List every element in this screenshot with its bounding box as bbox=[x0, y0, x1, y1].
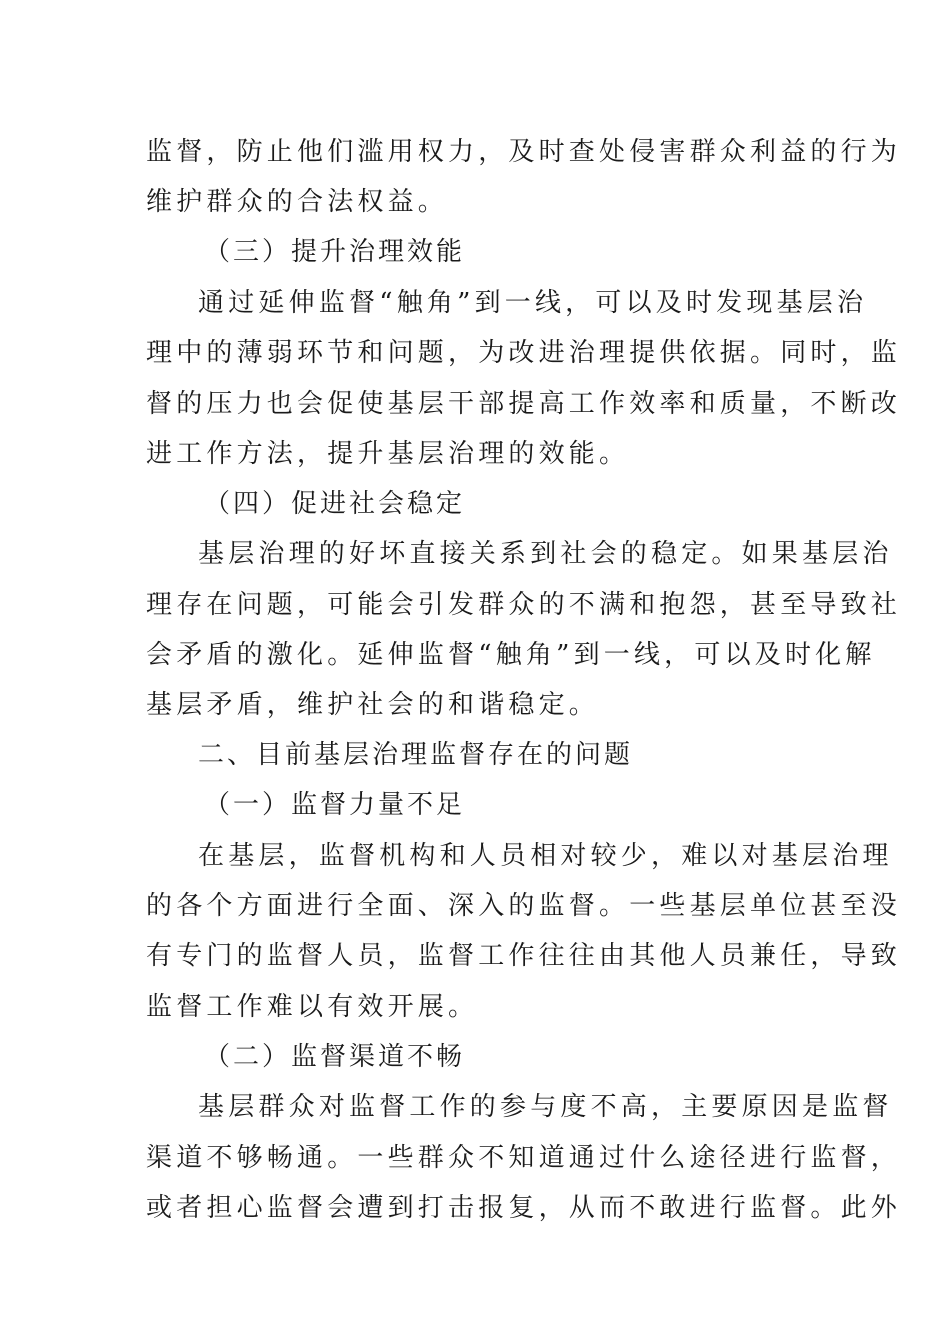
paragraph-line: 理存在问题，可能会引发群众的不满和抱怨，甚至导致社 bbox=[146, 590, 902, 620]
paragraph-line: 督的压力也会促使基层干部提高工作效率和质量，不断改 bbox=[146, 389, 902, 419]
paragraph-line: 监督，防止他们滥用权力，及时查处侵害群众利益的行为 bbox=[146, 137, 902, 167]
section-heading: （四）促进社会稳定 bbox=[204, 489, 466, 519]
section-heading: （一）监督力量不足 bbox=[204, 790, 466, 820]
paragraph-line: 理中的薄弱环节和问题，为改进治理提供依据。同时，监 bbox=[146, 338, 902, 368]
paragraph-line: 有专门的监督人员，监督工作往往由其他人员兼任，导致 bbox=[146, 941, 902, 971]
paragraph-line: 基层治理的好坏直接关系到社会的稳定。如果基层治 bbox=[198, 539, 893, 569]
paragraph-line: 渠道不够畅通。一些群众不知道通过什么途径进行监督， bbox=[146, 1143, 902, 1173]
paragraph-line: 会矛盾的激化。延伸监督“触角”到一线，可以及时化解 bbox=[146, 640, 876, 670]
paragraph-line: 基层矛盾，维护社会的和谐稳定。 bbox=[146, 690, 600, 720]
paragraph-line: 维护群众的合法权益。 bbox=[146, 187, 449, 217]
paragraph-line: 或者担心监督会遭到打击报复，从而不敢进行监督。此外 bbox=[146, 1193, 902, 1223]
paragraph-line: 监督工作难以有效开展。 bbox=[146, 992, 479, 1022]
paragraph-line: 通过延伸监督“触角”到一线，可以及时发现基层治 bbox=[198, 288, 868, 318]
paragraph-line: 基层群众对监督工作的参与度不高，主要原因是监督 bbox=[198, 1092, 893, 1122]
paragraph-line: 进工作方法，提升基层治理的效能。 bbox=[146, 439, 630, 469]
section-heading: （三）提升治理效能 bbox=[204, 237, 466, 267]
chapter-heading: 二、目前基层治理监督存在的问题 bbox=[198, 740, 634, 770]
paragraph-line: 在基层，监督机构和人员相对较少，难以对基层治理 bbox=[198, 841, 893, 871]
section-heading: （二）监督渠道不畅 bbox=[204, 1042, 466, 1072]
paragraph-line: 的各个方面进行全面、深入的监督。一些基层单位甚至没 bbox=[146, 891, 902, 921]
